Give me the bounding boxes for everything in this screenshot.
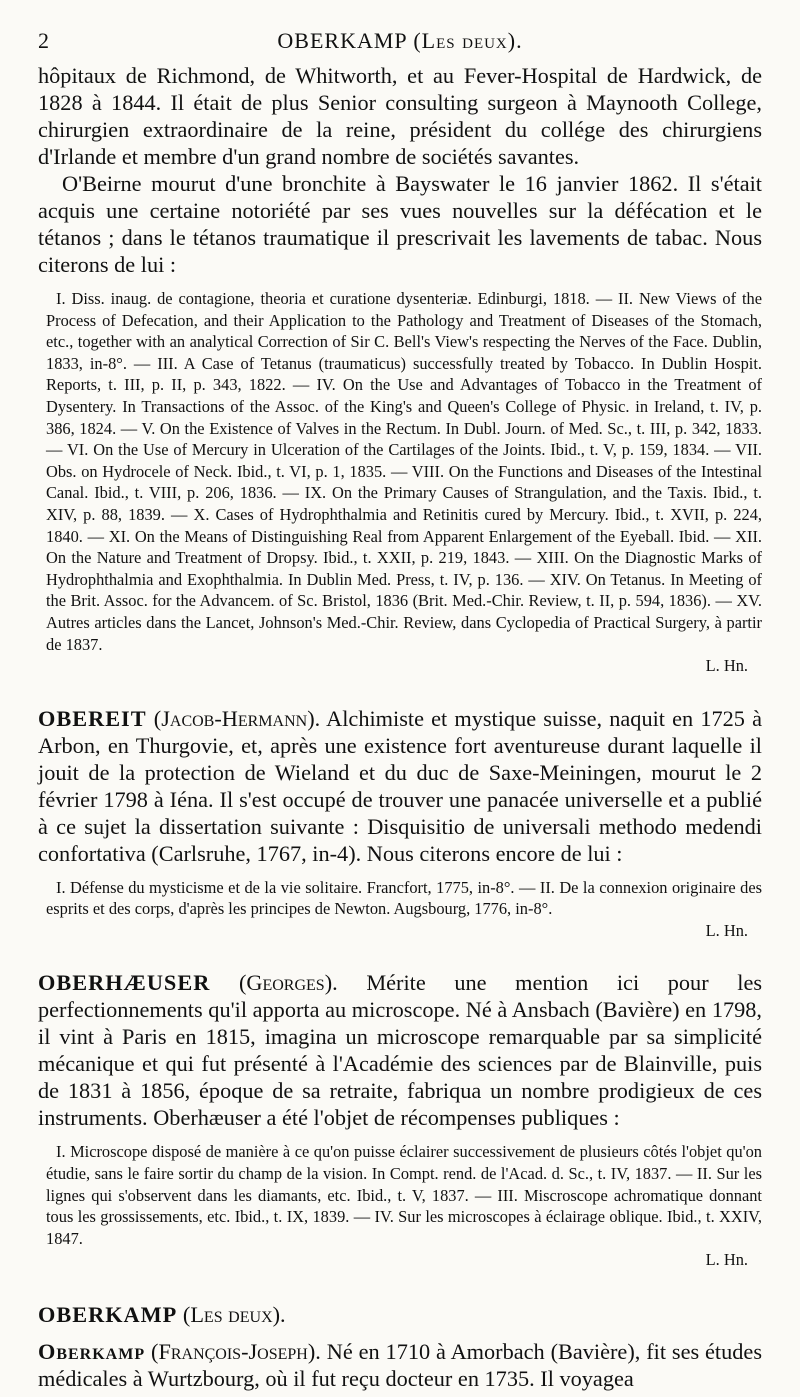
oberkamp-text: Né en 1710 à Amorbach (Bavière), fit ses études médicales à Wurtzbourg, où il fut reçu docteur en 1735. Il voyagea bbox=[38, 1339, 762, 1392]
obereit-bibliography-text: I. Défense du mysticisme et de la vie solitaire. Francfort, 1775, in-8°. — II. De la connexion originaire des esprits et des corps, d'après les principes de Newton. Augsbourg, 1776, in-8°. bbox=[46, 877, 762, 919]
obereit-headword: OBEREIT bbox=[38, 705, 147, 731]
entry-oberhaeuser bbox=[38, 969, 762, 1271]
obeirne-paragraph-2: O'Beirne mourut d'une bronchite à Bayswater le 16 janvier 1862. Il s'était acquis une certaine notoriété par ses vues nouvelles sur la défécation et le tétanos ; dans le tétanos traumatique il prescrivait les lavements de tabac. Nous citerons de lui : bbox=[38, 171, 762, 277]
entry-obereit bbox=[38, 705, 762, 942]
oberkamp-headword: Oberkamp bbox=[38, 1339, 146, 1365]
page-number: 2 bbox=[38, 28, 50, 53]
oberkamp-given-name: (François-Joseph). bbox=[151, 1339, 321, 1365]
obereit-text: Alchimiste et mystique suisse, naquit en 1725 à Arbon, en Thurgovie, et, après une existence fort aventureuse durant laquelle il jouit de la protection de Wieland et du duc de Saxe-Meiningen, mourut le 2 février 1798 à Iéna. Il s'est occupé de trouver une panacée universelle et a publié à ce sujet la dissertation suivante : Disquisitio de universali methodo medendi confortativa (Carlsruhe, 1767, in-4). Nous citerons encore de lui : bbox=[38, 705, 762, 866]
oberkamp-section-headword: OBERKAMP bbox=[38, 1302, 178, 1328]
oberhaeuser-bibliography-text: I. Microscope disposé de manière à ce qu'on puisse éclairer successivement de plusieurs côtés l'objet qu'on étudie, sans le faire sortir du champ de la vision. In Compt. rend. de l'Acad. d. Sc., t. IV, 1837. — II. Sur les lignes qui s'observent dans les diamants, etc. Ibid., t. V, 1837. — III. Miscroscope achromatique donnant tous les grossissements, etc. Ibid., t. IX, 1839. — IV. Sur les microscopes à éclairage oblique. Ibid., t. XXIV, 1847. bbox=[46, 1142, 762, 1248]
oberhaeuser-given-name: (Georges). bbox=[238, 970, 338, 996]
oberhaeuser-paragraph bbox=[38, 969, 762, 1131]
oberhaeuser-headword: OBERHÆUSER bbox=[38, 970, 211, 996]
oberhaeuser-signature: L. Hn. bbox=[705, 1250, 748, 1270]
oberkamp-section-given: (Les deux). bbox=[182, 1302, 286, 1328]
obereit-given-name: (Jacob-Hermann). bbox=[153, 705, 321, 731]
running-head: OBERKAMP (Les deux). bbox=[277, 28, 523, 53]
obereit-signature: L. Hn. bbox=[705, 920, 748, 940]
obeirne-bibliography bbox=[38, 288, 762, 677]
oberkamp-paragraph bbox=[38, 1338, 762, 1392]
obeirne-signature: L. Hn. bbox=[705, 656, 748, 676]
obeirne-paragraph-1: hôpitaux de Richmond, de Whitworth, et au Fever-Hospital de Hardwick, de 1828 à 1844. Il était de plus Senior consulting surgeon à Maynooth College, chirurgien extraordinaire de la reine, président du collége des chirurgiens d'Irlande et membre d'un grand nombre de sociétés savantes. bbox=[38, 63, 762, 169]
oberhaeuser-bibliography bbox=[38, 1141, 762, 1271]
obeirne-bibliography-text: I. Diss. inaug. de contagione, theoria et curatione dysenteriæ. Edinburgi, 1818. — II. New Views of the Process of Defecation, and their Application to the Pathology and Treatment of Diseases of the Stomach, etc., together with an analytical Correction of Sir C. Bell's View's respecting the Nerves of the Face. Dublin, 1833, in-8°. — III. A Case of Tetanus (traumaticus) successfully treated by Tobacco. In Dublin Hospit. Reports, t. III, p. II, p. 343, 1822. — IV. On the Use and Advantages of Tobacco in the Treatment of Dysentery. In Transactions of the Assoc. of the King's and Queen's College of Physic. in Ireland, t. IV, p. 386, 1824. — V. On the Existence of Valves in the Rectum. In Dubl. Journ. of Med. Sc., t. III, p. 342, 1833. — VI. On the Use of Mercury in Ulceration of the Cartilages of the Joints. Ibid., t. V, p. 159, 1834. — VII. Obs. on Hydrocele of Neck. Ibid., t. VI, p. 1, 1835. — VIII. On the Functions and Diseases of the Intestinal Canal. Ibid., t. VIII, p. 206, 1836. — IX. On the Primary Causes of Strangulation, and the Taxis. Ibid., t. XIV, p. 88, 1839. — X. Cases of Hydrophthalmia and Retinitis cured by Mercury. Ibid., t. XVII, p. 224, 1840. — XI. On the Means of Distinguishing Real from Apparent Enlargement of the Eyeball. Ibid. — XII. On the Nature and Treatment of Dropsy. Ibid., t. XXII, p. 219, 1843. — XIII. On the Diagnostic Marks of Hydrophthalmia and Exophthalmia. In Dublin Med. Press, t. IV, p. 136. — XIV. On Tetanus. In Meeting of the Brit. Assoc. for the Advancem. of Sc. Bristol, 1836 (Brit. Med.-Chir. Review, t. II, p. 594, 1836). — XV. Autres articles dans the Lancet, Johnson's Med.-Chir. Review, dans Cyclopedia of Practical Surgery, à partir de 1837. bbox=[46, 289, 762, 654]
page-header bbox=[38, 28, 762, 62]
entry-obeirne bbox=[38, 62, 762, 677]
oberhaeuser-text: Mérite une mention ici pour les perfectionnements qu'il apporta au microscope. Né à Ansbach (Bavière) en 1798, il vint à Paris en 1815, imagina un microscope remarquable par sa simplicité mécanique et qui fut présenté à l'Académie des sciences par de Blainville, puis de 1831 à 1856, époque de sa retraite, fabriqua un nombre prodigieux de ces instruments. Oberhæuser a été l'objet de récompenses publiques : bbox=[38, 970, 763, 1131]
obereit-bibliography bbox=[38, 877, 762, 942]
obereit-paragraph bbox=[38, 705, 762, 867]
section-oberkamp bbox=[38, 1301, 762, 1392]
oberkamp-section-title bbox=[38, 1301, 762, 1328]
